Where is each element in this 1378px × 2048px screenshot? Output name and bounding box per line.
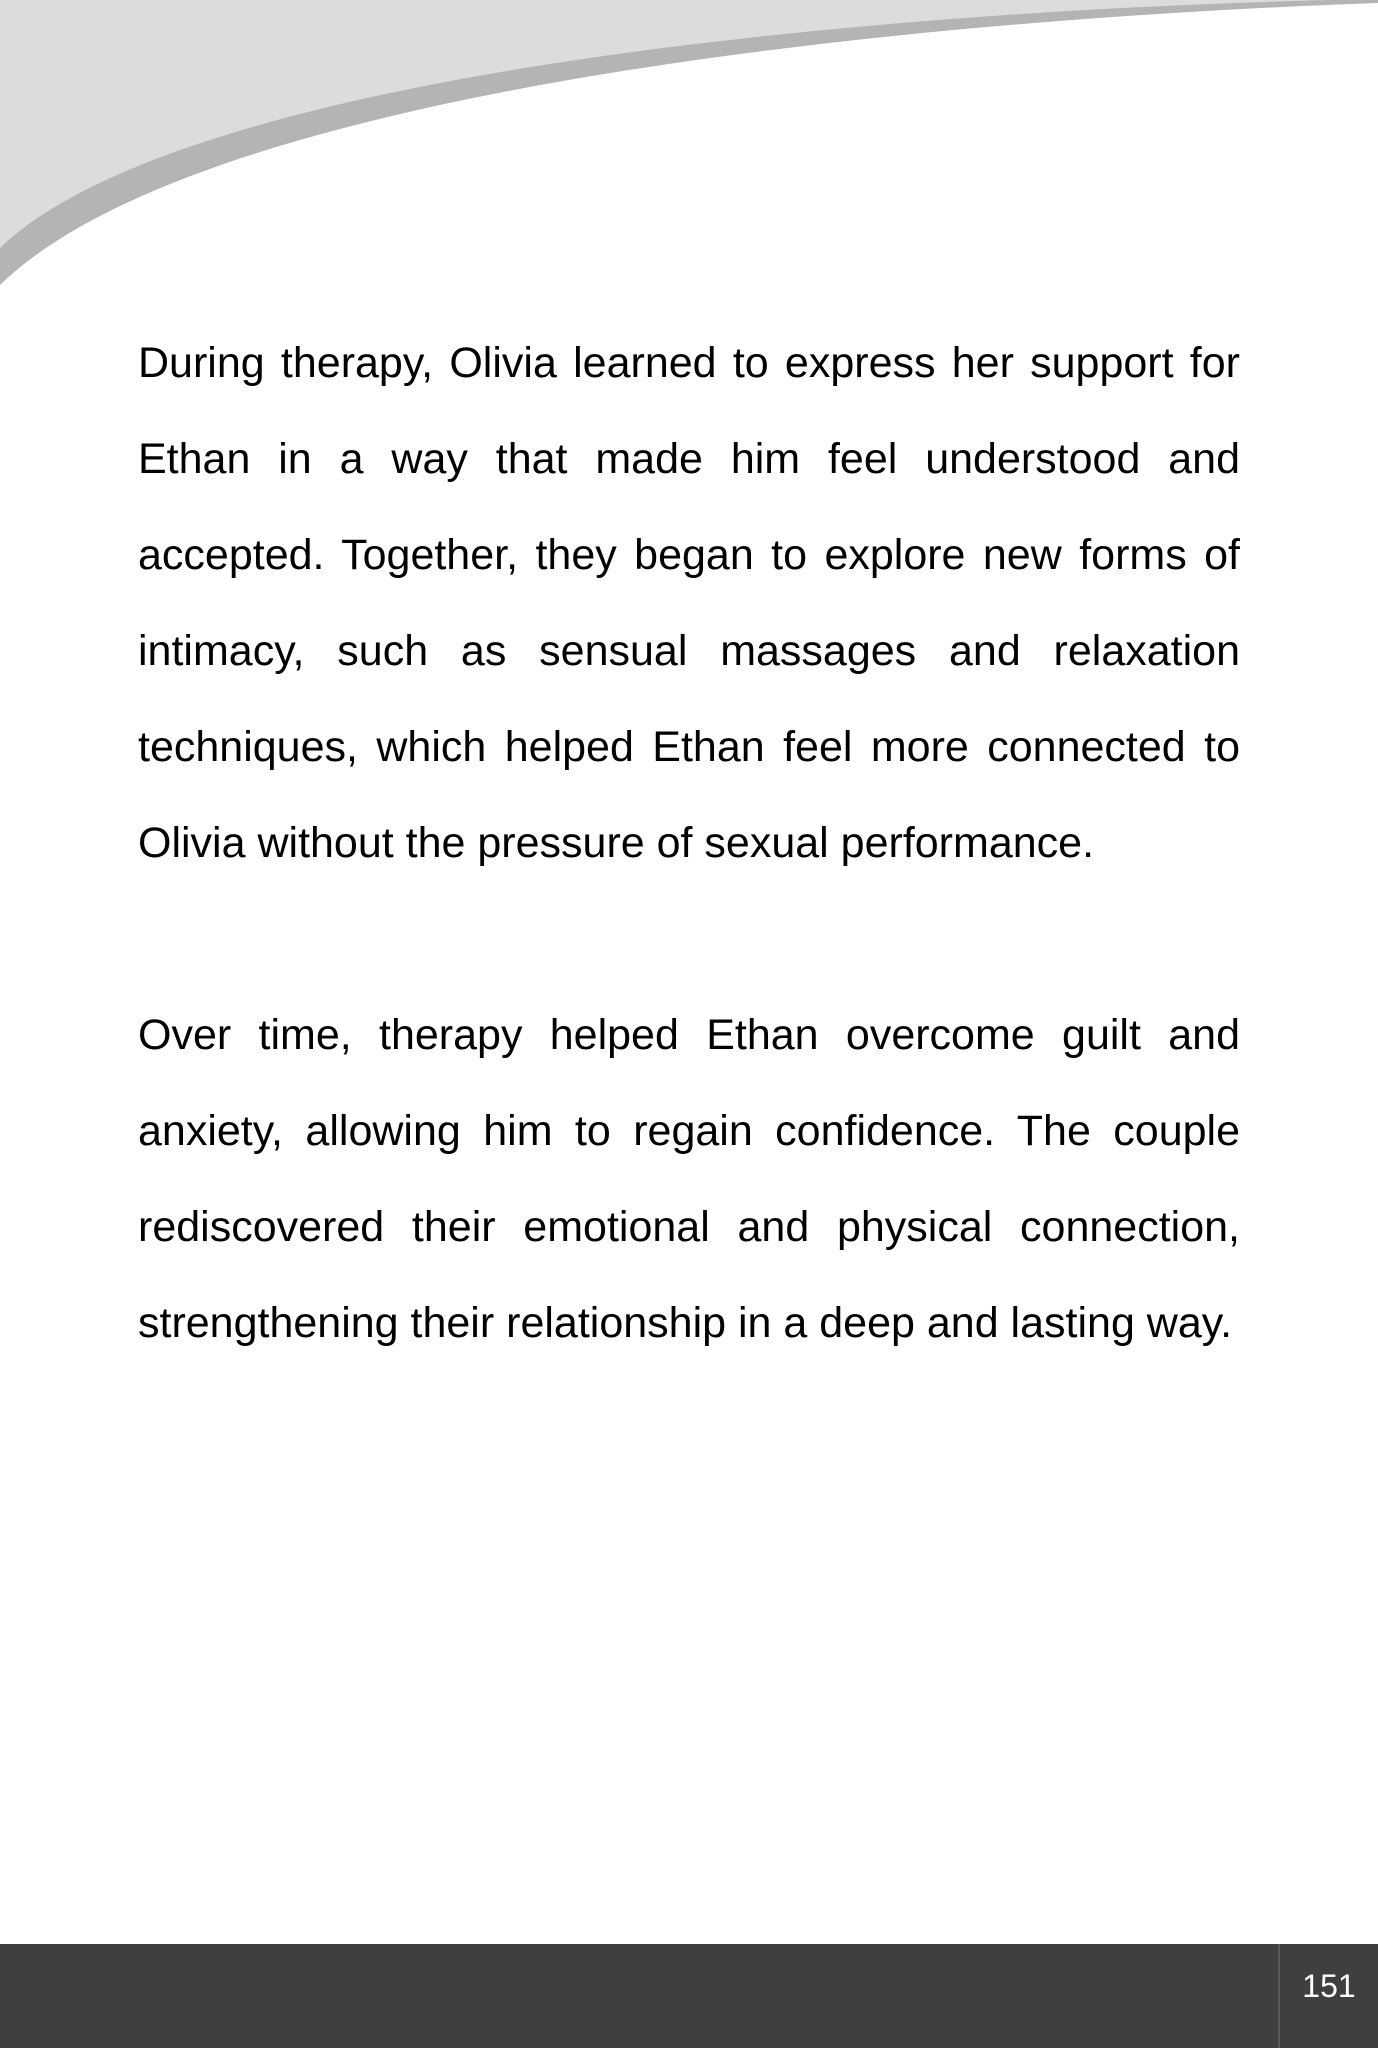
footer-bar [0,1944,1378,2048]
page-body [138,315,1240,1371]
header-swoosh-decoration [0,0,1378,300]
page-number: 151 [1302,1968,1356,2004]
body-paragraph-2: Over time, therapy helped Ethan overcome guilt and anxiety, allowing him to regain confidence. The couple rediscovered their emotional and physical connection, strengthening their relationship in a deep and lasting way. [138,1011,1240,1347]
swoosh-fill [0,0,1330,248]
body-paragraph-1: During therapy, Olivia learned to express her support for Ethan in a way that made him feel understood and accepted. Together, they began to explore new forms of intimacy, such as sensual massages and relaxation techniques, which helped Ethan feel more connected to Olivia without the pressure of sexual performance. [138,339,1240,867]
